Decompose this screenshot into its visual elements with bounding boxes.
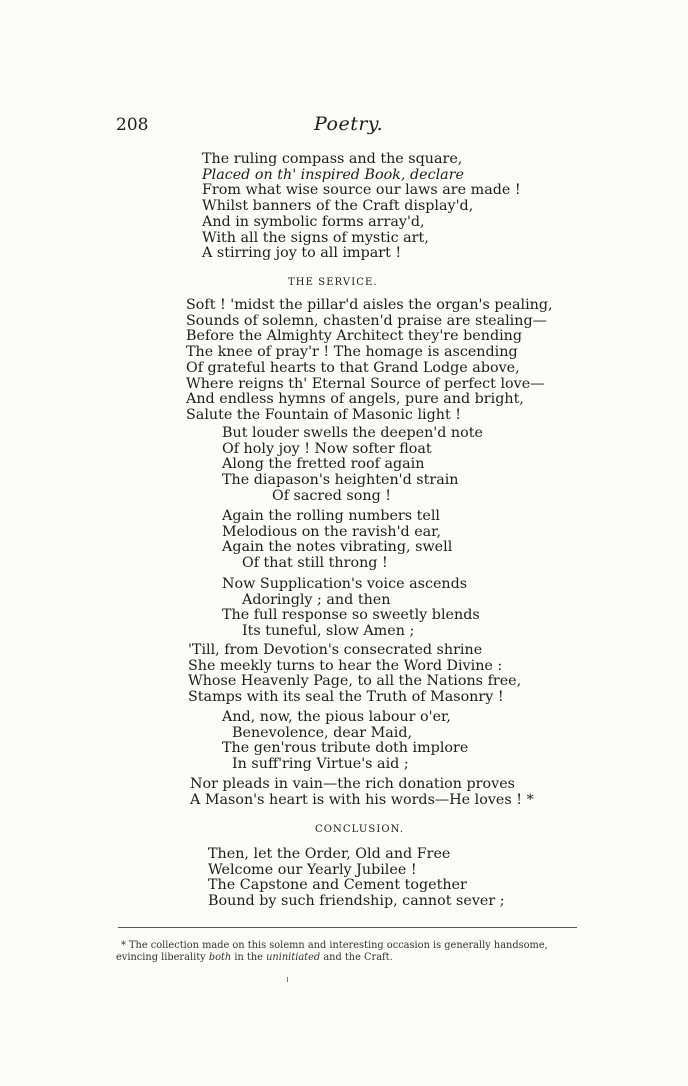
section-heading-conclusion: CONCLUSION. <box>315 824 405 835</box>
verse-line: Whilst banners of the Craft display'd, <box>202 198 474 215</box>
verse-line: Placed on th' inspired Book, declare <box>202 166 464 183</box>
verse-line: A stirring joy to all impart ! <box>202 245 402 262</box>
verse-line: 'Till, from Devotion's consecrated shrine <box>188 642 483 658</box>
service-stanza-6 <box>222 710 468 773</box>
verse-line: Soft ! 'midst the pillar'd aisles the organ's pealing, <box>186 297 553 313</box>
service-stanza-7 <box>190 777 534 808</box>
service-stanza-2 <box>222 426 483 505</box>
running-head: Poetry. <box>314 113 384 135</box>
verse-line: And, now, the pious labour o'er, <box>222 709 451 725</box>
verse-line: The full response so sweetly blends <box>222 607 480 624</box>
verse-line: Its tuneful, slow Amen ; <box>242 623 415 640</box>
verse-line: Now Supplication's voice ascends <box>222 576 468 592</box>
verse-line: Then, let the Order, Old and Free <box>208 846 451 862</box>
service-stanza-5 <box>188 643 521 706</box>
verse-line: And in symbolic forms array'd, <box>202 213 425 230</box>
verse-line: Welcome our Yearly Jubilee ! <box>208 861 417 878</box>
verse-line: Of holy joy ! Now softer float <box>222 440 432 457</box>
footnote-rule <box>118 927 577 928</box>
verse-line: The ruling compass and the square, <box>202 151 463 167</box>
service-stanza-4 <box>222 577 480 640</box>
verse-line: Whose Heavenly Page, to all the Nations free, <box>188 673 522 690</box>
verse-line: Along the fretted roof again <box>222 456 425 473</box>
service-stanza-3 <box>222 509 452 572</box>
section-heading-service: THE SERVICE. <box>288 277 378 288</box>
verse-line: With all the signs of mystic art, <box>202 229 429 246</box>
conclusion-stanza <box>208 847 505 910</box>
verse-line: From what wise source our laws are made ! <box>202 182 521 199</box>
service-stanza-1 <box>186 298 553 424</box>
verse-line: Of that still throng ! <box>242 555 388 572</box>
verse-line: In suff'ring Virtue's aid ; <box>232 756 409 773</box>
footnote-line-2: evincing liberality both in the uninitiated and the Craft. <box>116 952 393 963</box>
verse-line: The gen'rous tribute doth implore <box>222 740 469 757</box>
verse-line: The knee of pray'r ! The homage is ascending <box>186 344 518 361</box>
verse-line: Benevolence, dear Maid, <box>232 724 413 741</box>
verse-line: Before the Almighty Architect they're bending <box>186 328 523 345</box>
verse-line: Of sacred song ! <box>272 487 392 504</box>
verse-line: Again the rolling numbers tell <box>222 508 440 524</box>
footnote <box>116 940 548 964</box>
verse-line: Nor pleads in vain—the rich donation proves <box>190 776 516 792</box>
verse-line: Salute the Fountain of Masonic light ! <box>186 406 461 423</box>
verse-line: A Mason's heart is with his words—He loves ! * <box>190 791 534 808</box>
verse-line: Adoringly ; and then <box>242 591 391 608</box>
verse-line: Where reigns th' Eternal Source of perfect love— <box>186 375 545 392</box>
verse-line: And endless hymns of angels, pure and bright, <box>186 391 524 408</box>
intro-stanza <box>202 152 521 262</box>
footnote-line-1: * The collection made on this solemn and interesting occasion is generally handsome, <box>121 940 548 951</box>
verse-line: Melodious on the ravish'd ear, <box>222 523 441 540</box>
verse-line: The diapason's heighten'd strain <box>222 472 459 489</box>
verse-line: Of grateful hearts to that Grand Lodge above, <box>186 359 520 376</box>
verse-line: Stamps with its seal the Truth of Masonry ! <box>188 689 504 706</box>
verse-line: She meekly turns to hear the Word Divine : <box>188 657 503 674</box>
verse-line: The Capstone and Cement together <box>208 877 467 894</box>
print-mark <box>287 977 288 982</box>
verse-line: Sounds of solemn, chasten'd praise are stealing— <box>186 312 547 329</box>
verse-line: Again the notes vibrating, swell <box>222 539 453 556</box>
verse-line: Bound by such friendship, cannot sever ; <box>208 893 505 910</box>
page-number: 208 <box>116 115 149 135</box>
verse-line: But louder swells the deepen'd note <box>222 425 483 441</box>
